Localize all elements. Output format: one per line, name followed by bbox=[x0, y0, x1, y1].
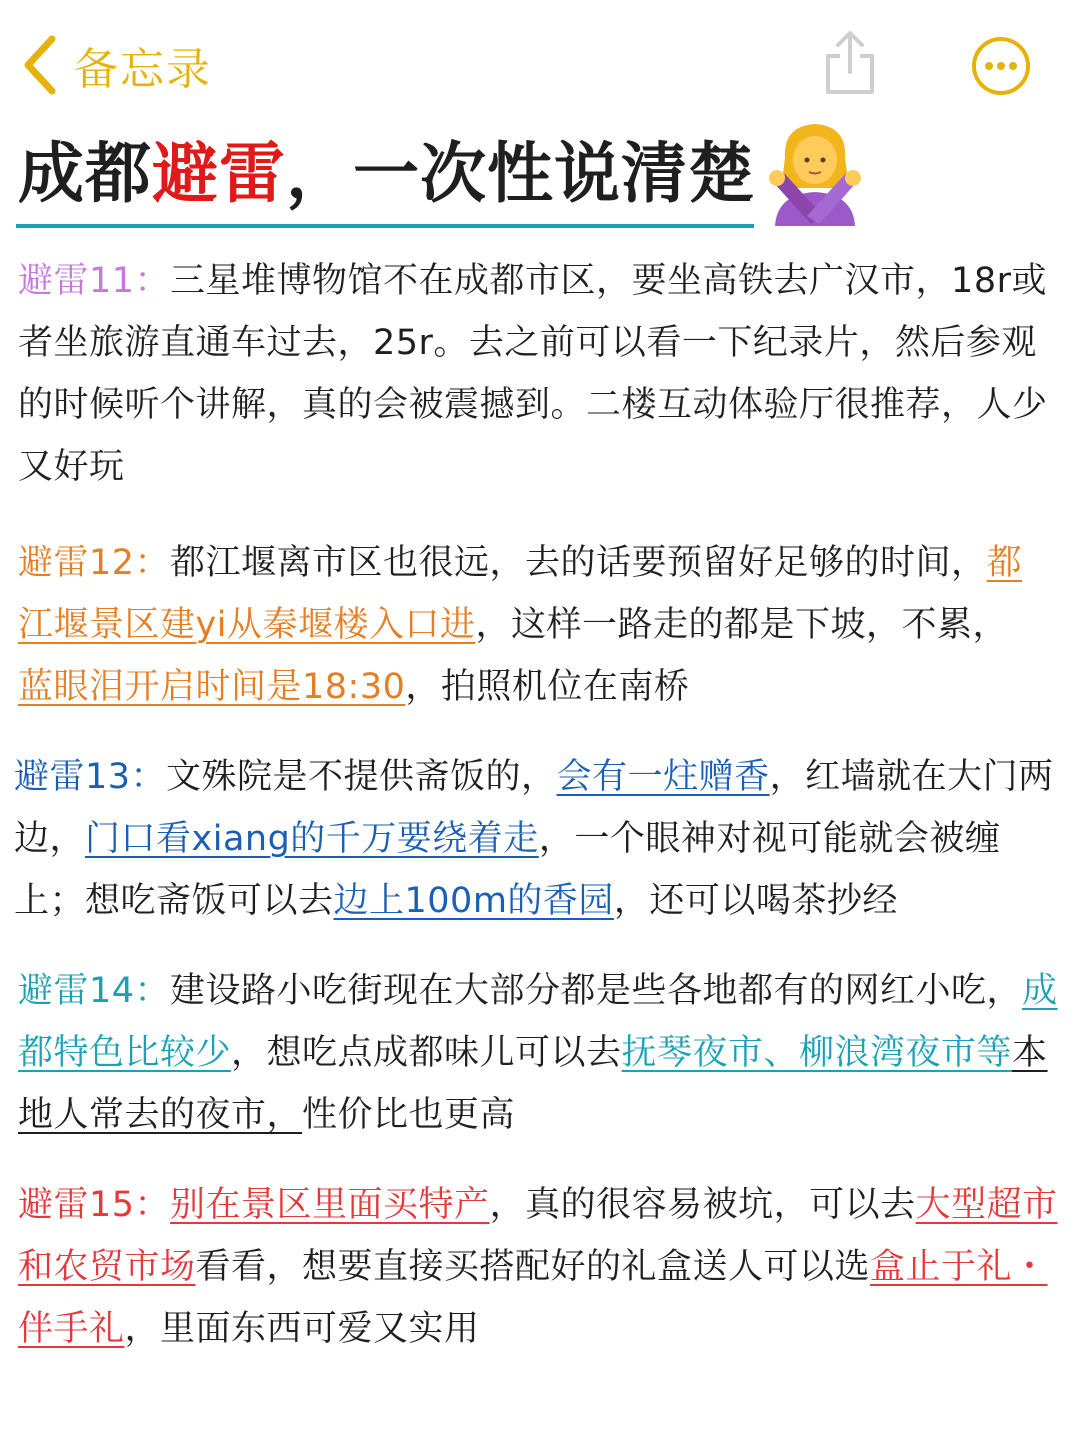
highlight-link[interactable]: 别在景区里面买特产 bbox=[170, 1185, 490, 1225]
highlight-link[interactable]: 大型超市和农贸市场 bbox=[18, 1185, 1058, 1287]
back-button[interactable] bbox=[18, 30, 212, 100]
section-tag: 避雷14： bbox=[18, 971, 171, 1011]
title-highlight: 避雷 bbox=[152, 135, 286, 212]
section-text: 文殊院是不提供斋饭的， bbox=[166, 757, 557, 797]
section-text: ，还可以喝茶抄经 bbox=[613, 881, 898, 921]
section-tag: 避雷11： bbox=[18, 261, 171, 301]
highlight-link[interactable]: 盒止于礼・伴手礼 bbox=[18, 1247, 1048, 1349]
share-icon bbox=[820, 28, 880, 98]
highlight-link[interactable]: 都江堰景区建yi从秦堰楼入口进 bbox=[18, 543, 1023, 645]
section-12 bbox=[18, 532, 1038, 718]
highlight-link[interactable]: 会有一炷赠香 bbox=[556, 757, 770, 797]
section-text: 都江堰离市区也很远，去的话要预留好足够的时间， bbox=[170, 543, 987, 583]
section-tag: 避雷12： bbox=[18, 543, 171, 583]
highlight-link[interactable]: 边上100m的香园 bbox=[333, 881, 614, 921]
back-label: 备忘录 bbox=[74, 44, 212, 95]
section-text: 建设路小吃街现在大部分都是些各地都有的网红小吃， bbox=[170, 971, 1023, 1011]
section-tag: 避雷13： bbox=[14, 757, 167, 797]
highlight-link[interactable]: 门口看xiang的千万要绕着走 bbox=[85, 819, 539, 859]
section-text: ，这样一路走的都是下坡，不累， bbox=[475, 605, 1008, 645]
section-text: ，红墙就在大门两边， bbox=[14, 757, 1054, 859]
share-button[interactable] bbox=[820, 28, 880, 98]
section-text: ，拍照机位在南桥 bbox=[405, 667, 690, 707]
more-icon bbox=[970, 35, 1032, 97]
highlight-link[interactable]: 成都特色比较少 bbox=[18, 971, 1058, 1073]
section-15 bbox=[18, 1174, 1074, 1360]
section-13 bbox=[14, 746, 1054, 932]
highlight-link[interactable]: 蓝眼泪开启时间是18:30 bbox=[18, 667, 406, 707]
section-text: ，想吃点成都味儿可以去 bbox=[231, 1033, 622, 1073]
chevron-left-icon bbox=[18, 33, 62, 97]
section-text: ，真的很容易被坑，可以去 bbox=[489, 1185, 916, 1225]
underlined-text: 本地人常去的夜市， bbox=[18, 1033, 1048, 1135]
section-text: 看看，想要直接买搭配好的礼盒送人可以选 bbox=[195, 1247, 871, 1287]
more-button[interactable] bbox=[970, 35, 1032, 97]
section-text: ，一个眼神对视可能就会被缠上；想吃斋饭可以去 bbox=[14, 819, 1001, 921]
section-tag: 避雷15： bbox=[18, 1185, 171, 1225]
highlight-link[interactable]: 抚琴夜市、柳浪湾夜市等 bbox=[621, 1033, 1013, 1073]
section-14 bbox=[18, 960, 1070, 1146]
nav-bar bbox=[0, 0, 1080, 125]
section-text: ，里面东西可爱又实用 bbox=[124, 1309, 480, 1349]
section-11 bbox=[18, 250, 1068, 498]
section-text: 性价比也更高 bbox=[302, 1095, 516, 1135]
note-title bbox=[18, 130, 758, 218]
section-text: 三星堆博物馆不在成都市区，要坐高铁去广汉市，18r或者坐旅游直通车过去，25r。去之前可以看一下纪录片，然后参观的时候听个讲解，真的会被震撼到。二楼互动体验厅很推荐，人少又好玩 bbox=[18, 261, 1048, 487]
title-part2: ，一次性说清楚 bbox=[286, 135, 755, 212]
person-gesturing-no-icon bbox=[765, 118, 865, 228]
title-part1: 成都 bbox=[18, 135, 152, 212]
title-underline bbox=[16, 224, 754, 228]
